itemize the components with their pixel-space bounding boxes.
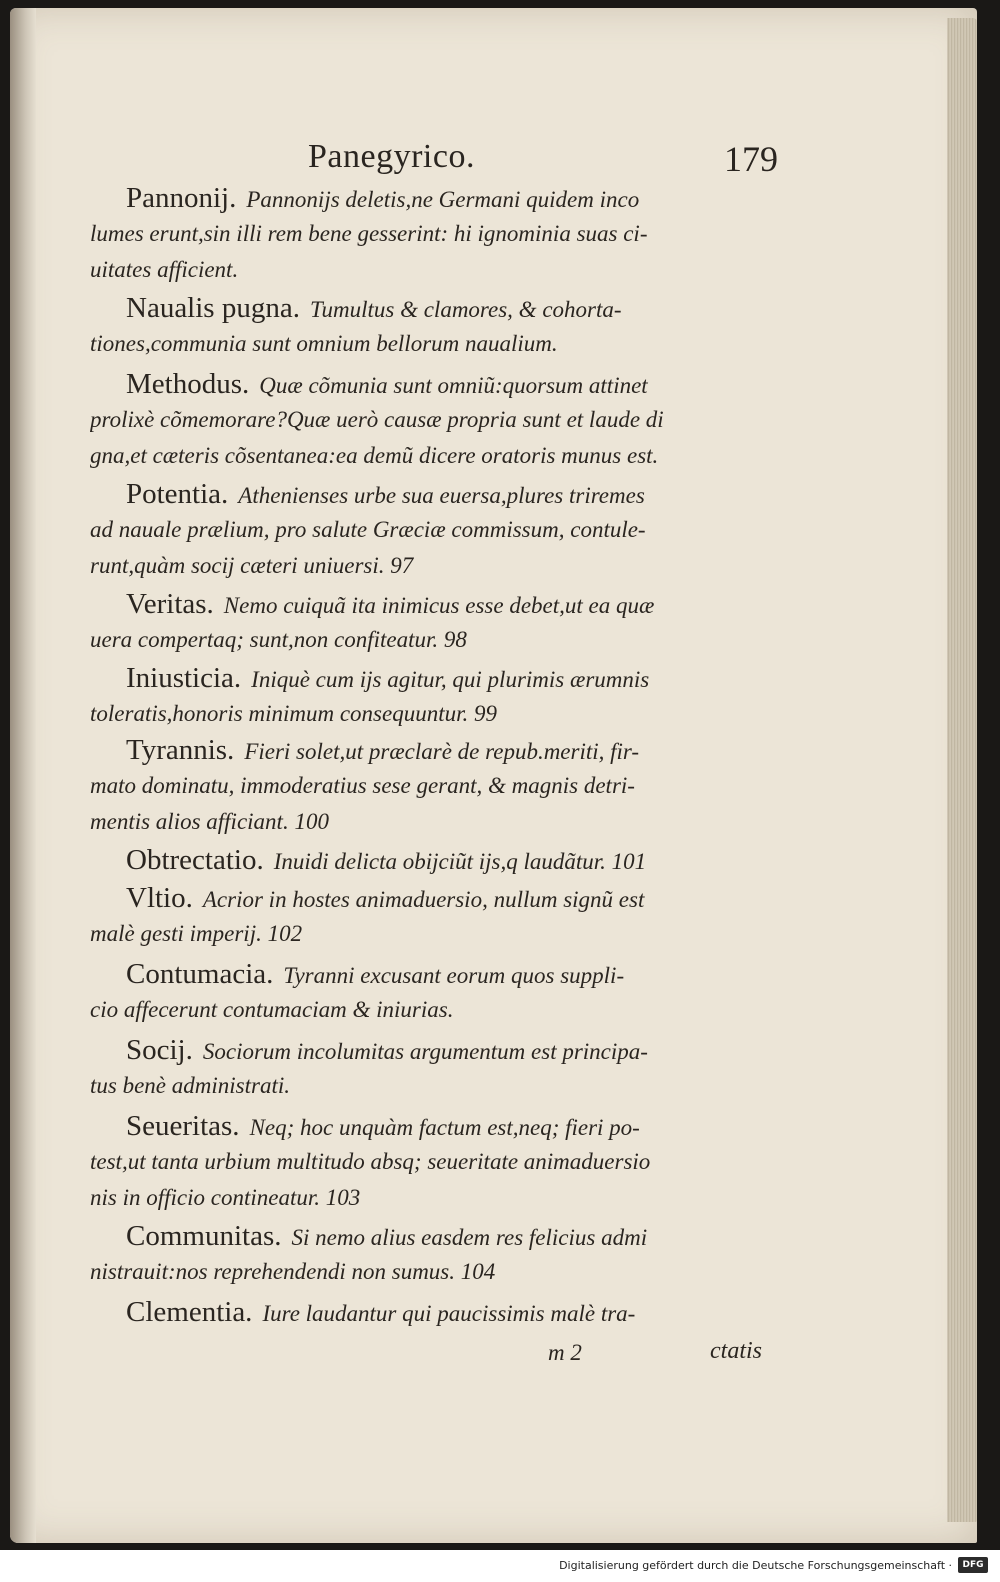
book-binding-edge (10, 8, 36, 1543)
entry-line: mato dominatu, immoderatius sese gerant, & magnis detri- (90, 773, 635, 798)
entry-line: Tumultus & clamores, & cohorta- (309, 297, 622, 322)
entry-iniusticia (90, 660, 780, 732)
entry-line: runt,quàm socij cæteri uniuersi. 97 (90, 553, 414, 578)
entry-line: uitates afficient. (90, 257, 239, 282)
entry-heading: Methodus. (126, 368, 250, 400)
running-title: Panegyrico. (308, 138, 475, 175)
entry-seueritas (90, 1108, 780, 1216)
entry-heading: Clementia. (126, 1296, 253, 1328)
entry-veritas (90, 586, 780, 658)
entry-contumacia (90, 956, 780, 1028)
entry-heading: Socij. (126, 1034, 193, 1066)
entry-heading: Tyrannis. (126, 734, 235, 766)
entry-heading: Obtrectatio. (126, 844, 264, 876)
entry-line: Iniquè cum ijs agitur, qui plurimis ærumnis (251, 667, 650, 692)
entry-heading: Vltio. (126, 882, 193, 914)
entry-line: Fieri solet,ut præclarè de repub.meriti, fir- (244, 739, 640, 764)
entry-heading: Iniusticia. (126, 662, 242, 694)
entry-naualis-pugna (90, 290, 780, 362)
entry-line: tus benè administrati. (90, 1073, 290, 1098)
entry-line: malè gesti imperij. 102 (90, 921, 303, 946)
footer-credit-text: Digitalisierung gefördert durch die Deutsche Forschungsgemeinschaft · (559, 1559, 952, 1572)
entry-pannonij (90, 180, 780, 288)
entry-line: nis in officio contineatur. 103 (90, 1185, 361, 1210)
entry-methodus (90, 366, 780, 474)
entry-line: Pannonijs deletis,ne Germani quidem inco (246, 187, 640, 212)
book-page (10, 8, 977, 1543)
entry-heading: Potentia. (126, 478, 229, 510)
entry-communitas (90, 1218, 780, 1290)
dfg-logo: DFG (958, 1557, 988, 1573)
entry-line: tiones,communia sunt omnium bellorum naualium. (90, 331, 558, 356)
entry-heading: Communitas. (126, 1220, 282, 1252)
entry-line: prolixè cõmemorare?Quæ uerò causæ propria sunt et laude di (90, 407, 664, 432)
entry-heading: Naualis pugna. (126, 292, 300, 324)
entry-line: uera compertaq; sunt,non confiteatur. 98 (90, 627, 467, 652)
signature-mark: m 2 (548, 1340, 582, 1365)
page-number: 179 (724, 139, 778, 179)
entry-heading: Contumacia. (126, 958, 274, 990)
entry-line: ad nauale prælium, pro salute Græciæ commissum, contule- (90, 517, 646, 542)
entry-vltio (90, 880, 780, 952)
entry-line: gna,et cæteris cõsentanea:ea demũ dicere oratoris munus est. (90, 443, 659, 468)
entry-clementia (90, 1294, 780, 1330)
entry-line: lumes erunt,sin illi rem bene gesserint: hi ignominia suas ci- (90, 221, 648, 246)
entry-tyrannis (90, 732, 780, 840)
entry-line: mentis alios afficiant. 100 (90, 809, 329, 834)
catchword: ctatis (710, 1338, 762, 1364)
entry-line: Athenienses urbe sua euersa,plures triremes (238, 483, 645, 508)
entry-line: Inuidi delicta obijciũt ijs,q laudãtur. 101 (273, 849, 647, 874)
entry-line: cio affecerunt contumaciam & iniurias. (90, 997, 454, 1022)
entry-line: Quæ cõmunia sunt omniũ:quorsum attinet (259, 373, 648, 398)
entry-heading: Veritas. (126, 588, 214, 620)
entry-line: Sociorum incolumitas argumentum est principa- (202, 1039, 648, 1064)
entry-line: Si nemo alius easdem res felicius admi (291, 1225, 648, 1250)
entry-potentia (90, 476, 780, 584)
entry-line: nistrauit:nos reprehendendi non sumus. 104 (90, 1259, 496, 1284)
page-edges (947, 18, 977, 1522)
digitization-footer (0, 1550, 1000, 1582)
entry-line: toleratis,honoris minimum consequuntur. 99 (90, 701, 497, 726)
entry-heading: Seueritas. (126, 1110, 240, 1142)
entry-line: test,ut tanta urbium multitudo absq; seueritate animaduersio (90, 1149, 651, 1174)
entry-heading: Pannonij. (126, 182, 237, 214)
entry-socij (90, 1032, 780, 1104)
entry-obtrectatio (90, 842, 780, 878)
entry-line: Nemo cuiquã ita inimicus esse debet,ut ea quæ (223, 593, 655, 618)
entry-line: Acrior in hostes animaduersio, nullum signũ est (202, 887, 645, 912)
page-header (308, 138, 778, 178)
entry-line: Iure laudantur qui paucissimis malè tra- (262, 1301, 636, 1326)
entry-line: Tyranni excusant eorum quos suppli- (283, 963, 625, 988)
entry-line: Neq; hoc unquàm factum est,neq; fieri po- (249, 1115, 640, 1140)
